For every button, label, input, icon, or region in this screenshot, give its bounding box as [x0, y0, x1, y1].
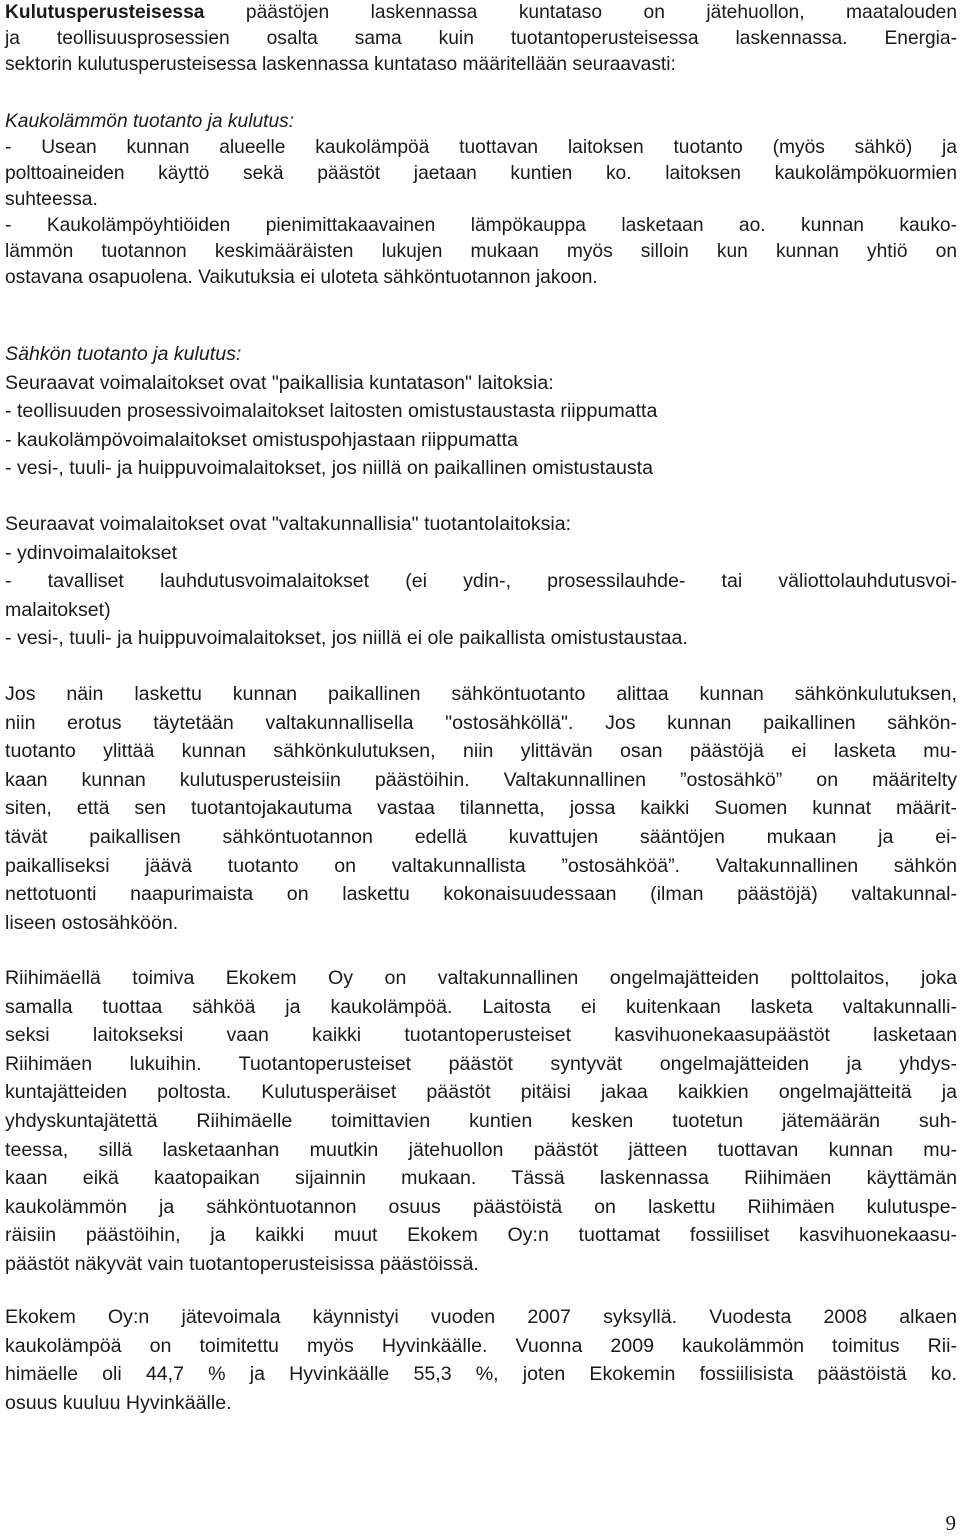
text-line: seksi laitokseksi vaan kaikki tuotantoperusteiset kasvihuonekaasupäästöt lasketaan [5, 1024, 957, 1047]
text-line: tuotanto ylittää kunnan sähkönkulutuksen, niin ylittävän osan päästöjä ei lasketa mu- [5, 740, 957, 763]
district-heating-section [5, 109, 957, 291]
text-line: - vesi-, tuuli- ja huippuvoimalaitokset, jos niillä on paikallinen omistustausta [5, 457, 654, 480]
text-line: kaan kunnan kulutusperusteisiin päästöihin. Valtakunnallinen ”ostosähkö” on määritelty [5, 768, 957, 791]
text-line: liseen ostosähköön. [5, 911, 179, 934]
text-line: - ydinvoimalaitokset [5, 541, 178, 564]
text-line: - Kaukolämpöyhtiöiden pienimittakaavainen lämpökauppa lasketaan ao. kunnan kauko- [5, 215, 957, 236]
text-line: - vesi-, tuuli- ja huippuvoimalaitokset, jos niillä ei ole paikallista omistustaustaa. [5, 627, 688, 650]
text-line: kuntajätteiden poltosta. Kulutusperäiset päästöt pitäisi jakaa kaikkien ongelmajätteitä ja [5, 1081, 957, 1104]
text-line: himäelle oli 44,7 % ja Hyvinkäälle 55,3 %, joten Ekokemin fossiilisista päästöistä ko. [5, 1363, 957, 1386]
ekokem-paragraph [5, 964, 957, 1279]
text-line: Riihimäen lukuihin. Tuotantoperusteiset päästöt syntyvät ongelmajätteiden ja yhdys- [5, 1052, 957, 1075]
section-heading: Sähkön tuotanto ja kulutus: [5, 343, 242, 365]
waste-plant-paragraph [5, 1303, 957, 1417]
text-line: suhteessa. [5, 189, 98, 210]
text-line: paikalliseksi jäävä tuotanto on valtakunnallista ”ostosähköä”. Valtakunnallinen sähkön [5, 854, 957, 877]
text-line: sektorin kulutusperusteisessa laskennassa kuntataso määritellään seuraavasti: [5, 54, 676, 75]
text-line: Jos näin laskettu kunnan paikallinen sähköntuotanto alittaa kunnan sähkönkulutuksen, [5, 683, 957, 705]
text-line: nettotuonti naapurimaista on laskettu kokonaisuudessaan (ilman päästöjä) valtakunnal- [5, 883, 957, 906]
text-line: ja teollisuusprosessien osalta sama kuin tuotantoperusteisessa laskennassa. Energia- [5, 28, 957, 49]
text-line: - kaukolämpövoimalaitokset omistuspohjastaan riippumatta [5, 428, 518, 451]
intro-paragraph [5, 0, 957, 78]
text-line: kaukolämpöä on toimitettu myös Hyvinkäälle. Vuonna 2009 kaukolämmön toimitus Rii- [5, 1334, 957, 1357]
purchase-electricity-paragraph [5, 680, 957, 937]
page-number: 9 [945, 1511, 956, 1535]
text-line: päästöt näkyvät vain tuotantoperusteisissa päästöissä. [5, 1252, 479, 1275]
text-line: Riihimäellä toimiva Ekokem Oy on valtakunnallinen ongelmajätteiden polttolaitos, joka [5, 967, 957, 989]
text-line: kaan eikä kaatopaikan sijainnin mukaan. Tässä laskennassa Riihimäen käyttämän [5, 1167, 957, 1190]
text-line: yhdyskuntajätettä Riihimäelle toimittavien kuntien kesken tuotetun jätemäärän suh- [5, 1109, 957, 1132]
text-line: osuus kuuluu Hyvinkäälle. [5, 1391, 232, 1414]
text-line: Kulutusperusteisessa päästöjen laskennassa kuntataso on jätehuollon, maatalouden [5, 2, 957, 23]
text-line: - teollisuuden prosessivoimalaitokset laitosten omistustaustasta riippumatta [5, 400, 658, 423]
text-line: niin erotus täytetään valtakunnallisella "ostosähköllä". Jos kunnan paikallinen sähkön- [5, 711, 957, 734]
text-line: polttoaineiden käyttö sekä päästöt jaetaan kuntien ko. laitoksen kaukolämpökuormien [5, 163, 957, 184]
text-line: siten, että sen tuotantojakautuma vastaa tilannetta, jossa kaikki Suomen kunnat määrit- [5, 797, 957, 820]
text-line: teessa, sillä lasketaanhan muutkin jätehuollon päästöt jätteen tuottavan kunnan mu- [5, 1138, 957, 1161]
text-line: - Usean kunnan alueelle kaukolämpöä tuottavan laitoksen tuotanto (myös sähkö) ja [5, 137, 957, 158]
text-line: samalla tuottaa sähköä ja kaukolämpöä. Laitosta ei kuitenkaan lasketa valtakunnalli- [5, 995, 957, 1018]
national-plants-list [5, 510, 957, 653]
text-line: ostavana osapuolena. Vaikutuksia ei uloteta sähköntuotannon jakoon. [5, 267, 598, 288]
text-line: Seuraavat voimalaitokset ovat "valtakunnallisia" tuotantolaitoksia: [5, 513, 572, 535]
text-line: Seuraavat voimalaitokset ovat "paikallisia kuntatason" laitoksia: [5, 371, 554, 394]
text-line: kaukolämmön ja sähköntuotannon osuus päästöistä on laskettu Riihimäen kulutuspe- [5, 1195, 957, 1218]
text-line: - tavalliset lauhdutusvoimalaitokset (ei ydin-, prosessilauhde- tai väliottolauhdutusvoi- [5, 570, 957, 593]
bold-term: Kulutusperusteisessa [5, 2, 205, 23]
text-line: malaitokset) [5, 598, 111, 621]
text-line: lämmön tuotannon keskimääräisten lukujen mukaan myös silloin kun kunnan yhtiö on [5, 241, 957, 262]
section-heading: Kaukolämmön tuotanto ja kulutus: [5, 111, 295, 132]
text-line: Ekokem Oy:n jätevoimala käynnistyi vuoden 2007 syksyllä. Vuodesta 2008 alkaen [5, 1306, 957, 1328]
text-line: tävät paikallisen sähköntuotannon edellä kuvattujen sääntöjen mukaan ja ei- [5, 825, 957, 848]
electricity-section [5, 340, 957, 483]
text-line: räisiin päästöihin, ja kaikki muut Ekokem Oy:n tuottamat fossiiliset kasvihuonekaasu- [5, 1224, 957, 1247]
